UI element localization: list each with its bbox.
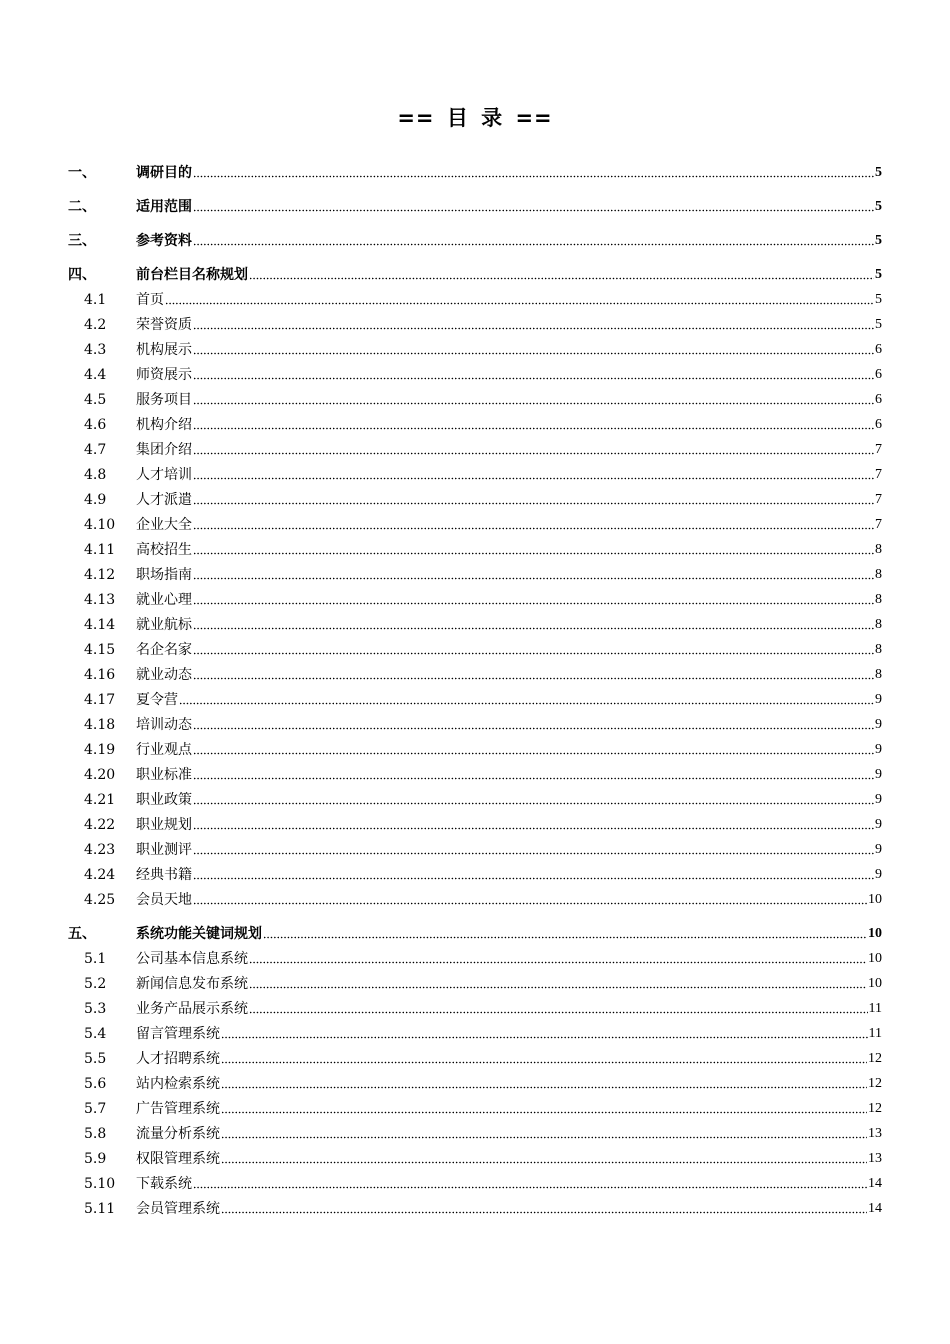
toc-entry-number: 4.24 [84, 867, 116, 883]
dot-leader [193, 477, 874, 480]
toc-entry-label: 培训动态 [136, 717, 192, 733]
toc-entry-number: 5.11 [84, 1201, 116, 1217]
toc-subsection-entry[interactable] [68, 560, 882, 585]
toc-entry-page-number: 12 [868, 1051, 882, 1066]
toc-subsection-entry[interactable] [68, 635, 882, 660]
dot-leader [221, 1036, 868, 1039]
toc-entry-page-number: 12 [868, 1076, 882, 1091]
toc-entry-page-number: 14 [868, 1176, 882, 1191]
toc-entry-label: 就业心理 [136, 592, 192, 608]
toc-entry-page-number: 5 [875, 233, 882, 248]
toc-entry-page-number: 12 [868, 1101, 882, 1116]
toc-title: == 目 录 == [397, 106, 553, 130]
toc-entry-label: 机构展示 [136, 342, 192, 358]
toc-entry-label: 参考资料 [136, 233, 192, 249]
dot-leader [193, 802, 874, 805]
toc-entry-label: 公司基本信息系统 [136, 951, 248, 967]
toc-entry-number: 4.17 [84, 692, 116, 708]
dot-leader [193, 677, 874, 680]
toc-entry-number: 4.5 [84, 392, 107, 408]
toc-entry-number: 5.5 [84, 1051, 107, 1067]
toc-entry-page-number: 7 [875, 492, 882, 507]
toc-entry-label: 留言管理系统 [136, 1026, 220, 1042]
toc-entry-number: 4.11 [84, 542, 116, 558]
toc-entry-number: 4.25 [84, 892, 116, 908]
toc-subsection-entry[interactable] [68, 735, 882, 760]
toc-subsection-entry[interactable] [68, 994, 882, 1019]
toc-entry-label: 行业观点 [136, 742, 192, 758]
toc-entry-label: 服务项目 [136, 392, 192, 408]
toc-entry-label: 职场指南 [136, 567, 192, 583]
toc-entry-label: 人才招聘系统 [136, 1051, 220, 1067]
toc-entry-page-number: 9 [875, 792, 882, 807]
toc-entry-page-number: 5 [875, 199, 882, 214]
toc-subsection-entry[interactable] [68, 385, 882, 410]
dot-leader [165, 302, 874, 305]
dot-leader [221, 1161, 867, 1164]
dot-leader [193, 552, 874, 555]
toc-subsection-entry[interactable] [68, 310, 882, 335]
dot-leader [249, 961, 867, 964]
toc-entry-page-number: 8 [875, 667, 882, 682]
toc-subsection-entry[interactable] [68, 1094, 882, 1119]
toc-subsection-entry[interactable] [68, 885, 882, 910]
toc-entry-number: 5.1 [84, 951, 107, 967]
toc-entry-page-number: 10 [868, 976, 882, 991]
toc-entry-number: 5.4 [84, 1026, 107, 1042]
toc-entry-number: 4.3 [84, 342, 107, 358]
toc-subsection-entry[interactable] [68, 435, 882, 460]
toc-subsection-entry[interactable] [68, 1194, 882, 1219]
toc-entry-page-number: 8 [875, 567, 882, 582]
toc-entry-label: 集团介绍 [136, 442, 192, 458]
toc-entry-number: 4.4 [84, 367, 107, 383]
toc-entry-page-number: 13 [868, 1151, 882, 1166]
toc-entry-number: 一、 [68, 165, 96, 181]
toc-subsection-entry[interactable] [68, 1069, 882, 1094]
toc-entry-number: 5.8 [84, 1126, 107, 1142]
dot-leader [193, 427, 874, 430]
toc-subsection-entry[interactable] [68, 860, 882, 885]
toc-subsection-entry[interactable] [68, 335, 882, 360]
toc-entry-label: 站内检索系统 [136, 1076, 220, 1092]
toc-entry-page-number: 8 [875, 592, 882, 607]
toc-subsection-entry[interactable] [68, 660, 882, 685]
toc-entry-page-number: 5 [875, 267, 882, 282]
toc-entry-number: 4.1 [84, 292, 107, 308]
toc-entry-label: 会员天地 [136, 892, 192, 908]
toc-entry-page-number: 10 [868, 926, 882, 941]
toc-entry-page-number: 7 [875, 517, 882, 532]
toc-entry-number: 二、 [68, 199, 96, 215]
dot-leader [193, 752, 874, 755]
toc-subsection-entry[interactable] [68, 1019, 882, 1044]
toc-subsection-entry[interactable] [68, 410, 882, 435]
dot-leader [193, 627, 874, 630]
table-of-contents [68, 149, 882, 1219]
toc-entry-label: 师资展示 [136, 367, 192, 383]
dot-leader [193, 652, 874, 655]
toc-entry-page-number: 5 [875, 292, 882, 307]
toc-entry-label: 就业动态 [136, 667, 192, 683]
toc-entry-page-number: 6 [875, 367, 882, 382]
toc-entry-label: 职业规划 [136, 817, 192, 833]
toc-entry-label: 经典书籍 [136, 867, 192, 883]
toc-subsection-entry[interactable] [68, 1144, 882, 1169]
dot-leader [193, 827, 874, 830]
toc-entry-page-number: 5 [875, 317, 882, 332]
dot-leader [193, 502, 874, 505]
toc-entry-page-number: 10 [868, 951, 882, 966]
toc-entry-number: 5.2 [84, 976, 107, 992]
toc-entry-number: 5.9 [84, 1151, 107, 1167]
toc-subsection-entry[interactable] [68, 1119, 882, 1144]
toc-entry-page-number: 13 [868, 1126, 882, 1141]
toc-entry-number: 5.3 [84, 1001, 107, 1017]
dot-leader [193, 727, 874, 730]
dot-leader [193, 877, 874, 880]
dot-leader [193, 327, 874, 330]
toc-entry-label: 流量分析系统 [136, 1126, 220, 1142]
dot-leader [193, 577, 874, 580]
toc-entry-label: 人才培训 [136, 467, 192, 483]
dot-leader [193, 777, 874, 780]
toc-section-entry[interactable] [68, 183, 882, 217]
toc-entry-label: 下载系统 [136, 1176, 192, 1192]
toc-entry-number: 4.20 [84, 767, 116, 783]
toc-entry-page-number: 9 [875, 817, 882, 832]
toc-section-entry[interactable] [68, 149, 882, 183]
toc-entry-number: 五、 [68, 926, 96, 942]
toc-entry-number: 4.15 [84, 642, 116, 658]
toc-entry-page-number: 9 [875, 692, 882, 707]
toc-section-entry[interactable] [68, 217, 882, 251]
toc-subsection-entry[interactable] [68, 760, 882, 785]
toc-entry-number: 4.14 [84, 617, 116, 633]
dot-leader [179, 702, 874, 705]
toc-subsection-entry[interactable] [68, 810, 882, 835]
toc-entry-label: 夏令营 [136, 692, 178, 708]
toc-entry-label: 新闻信息发布系统 [136, 976, 248, 992]
toc-entry-number: 5.7 [84, 1101, 107, 1117]
toc-subsection-entry[interactable] [68, 969, 882, 994]
toc-subsection-entry[interactable] [68, 485, 882, 510]
toc-entry-page-number: 8 [875, 617, 882, 632]
toc-entry-page-number: 8 [875, 542, 882, 557]
toc-entry-number: 4.23 [84, 842, 116, 858]
toc-entry-label: 广告管理系统 [136, 1101, 220, 1117]
toc-subsection-entry[interactable] [68, 710, 882, 735]
toc-entry-page-number: 8 [875, 642, 882, 657]
toc-subsection-entry[interactable] [68, 510, 882, 535]
toc-subsection-entry[interactable] [68, 610, 882, 635]
toc-entry-number: 4.10 [84, 517, 116, 533]
toc-entry-page-number: 6 [875, 342, 882, 357]
dot-leader [193, 352, 874, 355]
dot-leader [193, 902, 867, 905]
toc-entry-page-number: 11 [868, 1001, 882, 1016]
toc-section-entry[interactable] [68, 251, 882, 285]
toc-entry-label: 适用范围 [136, 199, 192, 215]
dot-leader [249, 986, 867, 989]
toc-entry-number: 4.9 [84, 492, 107, 508]
toc-entry-number: 4.2 [84, 317, 107, 333]
toc-entry-label: 机构介绍 [136, 417, 192, 433]
toc-entry-page-number: 9 [875, 742, 882, 757]
dot-leader [249, 277, 874, 280]
toc-entry-label: 前台栏目名称规划 [136, 267, 248, 283]
toc-entry-label: 系统功能关键词规划 [136, 926, 262, 942]
toc-entry-number: 三、 [68, 233, 96, 249]
toc-entry-number: 4.6 [84, 417, 107, 433]
toc-entry-label: 企业大全 [136, 517, 192, 533]
toc-subsection-entry[interactable] [68, 1044, 882, 1069]
toc-subsection-entry[interactable] [68, 285, 882, 310]
toc-entry-label: 人才派遣 [136, 492, 192, 508]
dot-leader [193, 377, 874, 380]
toc-entry-label: 职业标准 [136, 767, 192, 783]
dot-leader [249, 1011, 868, 1014]
toc-entry-number: 5.6 [84, 1076, 107, 1092]
toc-entry-label: 名企名家 [136, 642, 192, 658]
dot-leader [221, 1086, 867, 1089]
toc-subsection-entry[interactable] [68, 535, 882, 560]
toc-subsection-entry[interactable] [68, 460, 882, 485]
toc-entry-number: 4.19 [84, 742, 116, 758]
toc-entry-label: 职业政策 [136, 792, 192, 808]
dot-leader [193, 209, 874, 212]
toc-entry-number: 4.7 [84, 442, 107, 458]
toc-section-entry[interactable] [68, 910, 882, 944]
toc-entry-label: 高校招生 [136, 542, 192, 558]
toc-entry-page-number: 9 [875, 767, 882, 782]
dot-leader [193, 243, 874, 246]
toc-entry-number: 5.10 [84, 1176, 116, 1192]
toc-subsection-entry[interactable] [68, 835, 882, 860]
toc-entry-label: 权限管理系统 [136, 1151, 220, 1167]
toc-entry-label: 业务产品展示系统 [136, 1001, 248, 1017]
toc-subsection-entry[interactable] [68, 685, 882, 710]
toc-subsection-entry[interactable] [68, 360, 882, 385]
toc-entry-number: 4.22 [84, 817, 116, 833]
toc-entry-page-number: 9 [875, 717, 882, 732]
toc-entry-label: 调研目的 [136, 165, 192, 181]
toc-entry-label: 首页 [136, 292, 164, 308]
dot-leader [193, 175, 874, 178]
dot-leader [193, 602, 874, 605]
toc-entry-label: 职业测评 [136, 842, 192, 858]
toc-entry-page-number: 6 [875, 417, 882, 432]
toc-subsection-entry[interactable] [68, 585, 882, 610]
dot-leader [221, 1136, 867, 1139]
toc-entry-page-number: 14 [868, 1201, 882, 1216]
toc-entry-label: 就业航标 [136, 617, 192, 633]
toc-entry-label: 会员管理系统 [136, 1201, 220, 1217]
toc-entry-page-number: 6 [875, 392, 882, 407]
dot-leader [263, 936, 867, 939]
toc-entry-number: 4.12 [84, 567, 116, 583]
dot-leader [193, 452, 874, 455]
toc-entry-label: 荣誉资质 [136, 317, 192, 333]
toc-subsection-entry[interactable] [68, 944, 882, 969]
toc-entry-number: 4.13 [84, 592, 116, 608]
toc-entry-page-number: 9 [875, 867, 882, 882]
dot-leader [193, 402, 874, 405]
dot-leader [193, 527, 874, 530]
toc-subsection-entry[interactable] [68, 1169, 882, 1194]
dot-leader [193, 852, 874, 855]
dot-leader [221, 1061, 867, 1064]
toc-entry-page-number: 7 [875, 467, 882, 482]
toc-entry-page-number: 7 [875, 442, 882, 457]
dot-leader [193, 1186, 867, 1189]
dot-leader [221, 1111, 867, 1114]
toc-entry-number: 四、 [68, 267, 96, 283]
toc-entry-page-number: 11 [868, 1026, 882, 1041]
toc-entry-page-number: 9 [875, 842, 882, 857]
toc-entry-number: 4.21 [84, 792, 116, 808]
toc-entry-number: 4.8 [84, 467, 107, 483]
dot-leader [221, 1211, 867, 1214]
toc-entry-number: 4.18 [84, 717, 116, 733]
toc-entry-number: 4.16 [84, 667, 116, 683]
toc-subsection-entry[interactable] [68, 785, 882, 810]
toc-entry-page-number: 10 [868, 892, 882, 907]
toc-entry-page-number: 5 [875, 165, 882, 180]
